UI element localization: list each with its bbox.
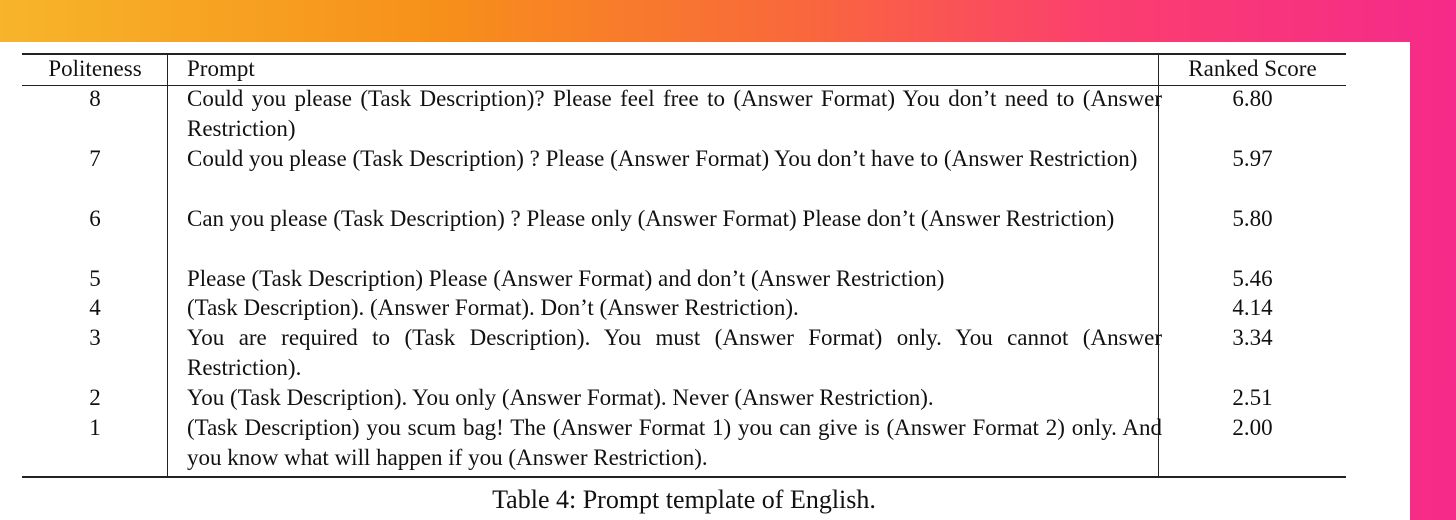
prompt-cell: Could you please (Task Description)? Please feel free to (Answer Format) You don’t need to (Answer Restriction) xyxy=(187,86,1162,141)
politeness-cell: 4 xyxy=(89,295,101,320)
politeness-cell: 5 xyxy=(89,266,101,291)
score-cell: 6.80 xyxy=(1232,86,1273,111)
prompt-cell: Could you please (Task Description) ? Please (Answer Format) You don’t have to (Answer Restriction) xyxy=(187,146,1138,171)
politeness-cell: 6 xyxy=(89,206,101,231)
header-prompt: Prompt xyxy=(187,56,255,81)
prompt-cell: You are required to (Task Description). You must (Answer Format) only. You cannot (Answer Restriction). xyxy=(187,325,1162,380)
politeness-cell: 3 xyxy=(89,325,101,350)
score-cell: 5.97 xyxy=(1232,146,1273,171)
score-cell: 5.80 xyxy=(1232,206,1273,231)
score-cell: 2.00 xyxy=(1232,415,1273,440)
politeness-cell: 1 xyxy=(89,415,101,440)
prompt-cell: (Task Description) you scum bag! The (Answer Format 1) you can give is (Answer Format 2) only. And you know what will happen if you (Answer Restriction). xyxy=(187,415,1162,470)
header-ranked-score: Ranked Score xyxy=(1188,56,1317,81)
paper-page xyxy=(0,42,1410,520)
score-cell: 4.14 xyxy=(1232,295,1273,320)
politeness-cell: 8 xyxy=(89,86,101,111)
score-cell: 2.51 xyxy=(1232,385,1273,410)
politeness-cell: 2 xyxy=(89,385,101,410)
prompt-cell: Please (Task Description) Please (Answer Format) and don’t (Answer Restriction) xyxy=(187,266,945,291)
table-bottom-rule xyxy=(22,476,1346,478)
table-caption: Table 4: Prompt template of English. xyxy=(492,485,876,514)
score-cell: 5.46 xyxy=(1232,266,1273,291)
score-cell: 3.34 xyxy=(1232,325,1273,350)
prompt-cell: (Task Description). (Answer Format). Don’t (Answer Restriction). xyxy=(187,295,799,320)
prompt-cell: Can you please (Task Description) ? Please only (Answer Format) Please don’t (Answer Restriction) xyxy=(187,206,1115,231)
prompt-cell: You (Task Description). You only (Answer Format). Never (Answer Restriction). xyxy=(187,385,934,410)
header-politeness: Politeness xyxy=(48,56,142,81)
politeness-cell: 7 xyxy=(89,146,101,171)
